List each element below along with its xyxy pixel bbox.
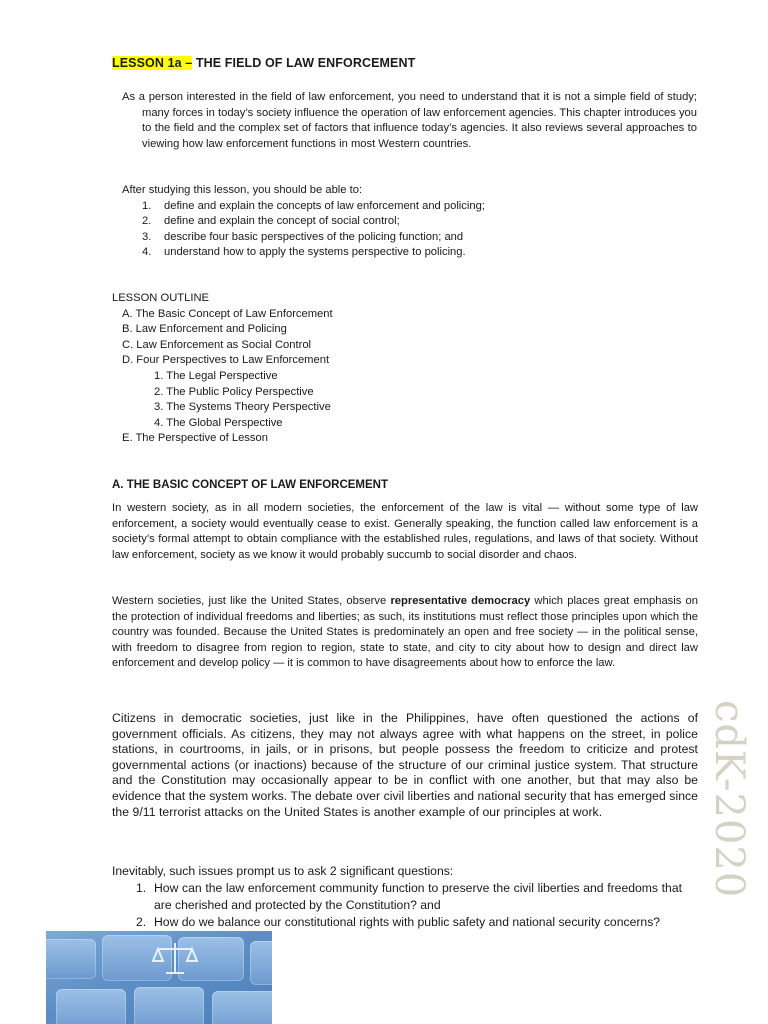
body-paragraph <box>112 594 698 672</box>
outline-item: C. Law Enforcement as Social Control <box>122 338 312 351</box>
list-item <box>122 245 697 261</box>
paragraph-text-start: Western societies, just like the United States, observe <box>112 595 391 607</box>
paragraph-text-end: which places great emphasis on the protection of individual freedoms and liberties; as such, its institutions must reflect those principles upon which the country was founded. Because the United States is predominately an open and free society — in the political sense, with freedom to disagree from region to region, state to state, and city to city about how to design and direct law enforcement and develop policy — it is common to have disagreements about how to enforce the law. <box>112 595 698 670</box>
item-text: understand how to apply the systems perspective to policing. <box>164 246 466 259</box>
questions-list <box>112 880 682 931</box>
paragraph-text: Citizens in democratic societies, just like in the Philippines, have often questioned the actions of government officials. As citizens, they may not always agree with what happens on the street, in police stations, in courtrooms, in jails, or in prisons, but people possess the freedom to criticize and protest governmental actions (or inactions) because of the structure of our criminal justice system. That structure and the Constitution may occasionally appear to be in conflict with one another, but that may also be evidence that the system works. The debate over civil liberties and national security that has emerged since the 9/11 terrorist attacks on the United States is another example of our principles at work. <box>112 711 698 819</box>
item-number: 2. <box>142 215 152 228</box>
outline-item: A. The Basic Concept of Law Enforcement <box>122 307 333 320</box>
paragraph-text: In western society, as in all modern societies, the enforcement of the law is vital — without some type of law enforcement, a society would eventually cease to exist. Generally speaking, the function called law enforcement is a society’s formal attempt to obtain compliance with the established rules, regulations, and laws of that society. Without law enforcement, society as we know it would probably succumb to social disorder and chaos. <box>112 502 698 561</box>
keyboard-key-shape <box>46 939 96 979</box>
lesson-title-text: THE FIELD OF LAW ENFORCEMENT <box>192 56 416 70</box>
keyboard-justice-image <box>46 931 272 1024</box>
questions-block <box>112 863 682 931</box>
item-text: How can the law enforcement community function to preserve the civil liberties and freedoms that are cherished and protected by the Constitution? and <box>154 881 682 912</box>
body-paragraph <box>112 501 698 563</box>
item-text: describe four basic perspectives of the policing function; and <box>164 230 464 243</box>
lesson-outline <box>112 291 512 447</box>
outline-item: D. Four Perspectives to Law Enforcement <box>122 354 330 367</box>
intro-paragraph <box>122 90 697 152</box>
paragraph-text <box>112 594 698 672</box>
objectives-list <box>122 199 697 261</box>
outline-subitem: 2. The Public Policy Perspective <box>154 385 314 398</box>
item-number: 3. <box>142 230 152 243</box>
outline-heading: LESSON OUTLINE <box>112 292 209 304</box>
keyboard-key-shape <box>56 989 126 1024</box>
objectives-lead: After studying this lesson, you should be able to: <box>122 184 363 196</box>
keyboard-key-shape <box>134 987 204 1024</box>
list-item <box>122 199 697 215</box>
list-item <box>112 914 682 931</box>
lesson-title <box>112 56 415 70</box>
item-text: define and explain the concepts of law enforcement and policing; <box>164 199 485 212</box>
outline-subitem: 4. The Global Perspective <box>154 416 283 429</box>
item-text: How do we balance our constitutional rights with public safety and national security concerns? <box>154 915 661 929</box>
item-number: 1. <box>136 881 147 895</box>
lesson-label: LESSON 1a – <box>112 56 193 70</box>
outline-subitem: 3. The Systems Theory Perspective <box>154 401 331 414</box>
outline-item: E. The Perspective of Lesson <box>122 432 268 445</box>
list-item <box>112 880 682 914</box>
body-paragraph <box>112 711 698 820</box>
outline-subitem: 1. The Legal Perspective <box>154 369 278 382</box>
scales-of-justice-icon <box>152 939 198 979</box>
keyboard-key-shape <box>212 991 272 1024</box>
bold-term: representative democracy <box>390 595 531 607</box>
watermark: cdK-2020 <box>706 700 752 899</box>
item-number: 4. <box>142 246 152 259</box>
item-number: 2. <box>136 915 147 929</box>
item-text: define and explain the concept of social control; <box>164 215 400 228</box>
questions-lead: Inevitably, such issues prompt us to ask 2 significant questions: <box>112 864 454 878</box>
list-item <box>122 230 697 246</box>
intro-text: As a person interested in the field of law enforcement, you need to understand that it is not a simple field of study; many forces in today’s society influence the operation of law enforcement agencies. This chapter introduces you to the field and the complex set of factors that influence today’s agencies. It also reviews several approaches to viewing how law enforcement functions in most Western countries. <box>122 91 697 150</box>
outline-item: B. Law Enforcement and Policing <box>122 323 287 336</box>
section-heading: A. THE BASIC CONCEPT OF LAW ENFORCEMENT <box>112 479 388 491</box>
list-item <box>122 214 697 230</box>
keyboard-key-shape <box>250 941 272 985</box>
item-number: 1. <box>142 199 152 212</box>
learning-objectives <box>122 183 697 261</box>
